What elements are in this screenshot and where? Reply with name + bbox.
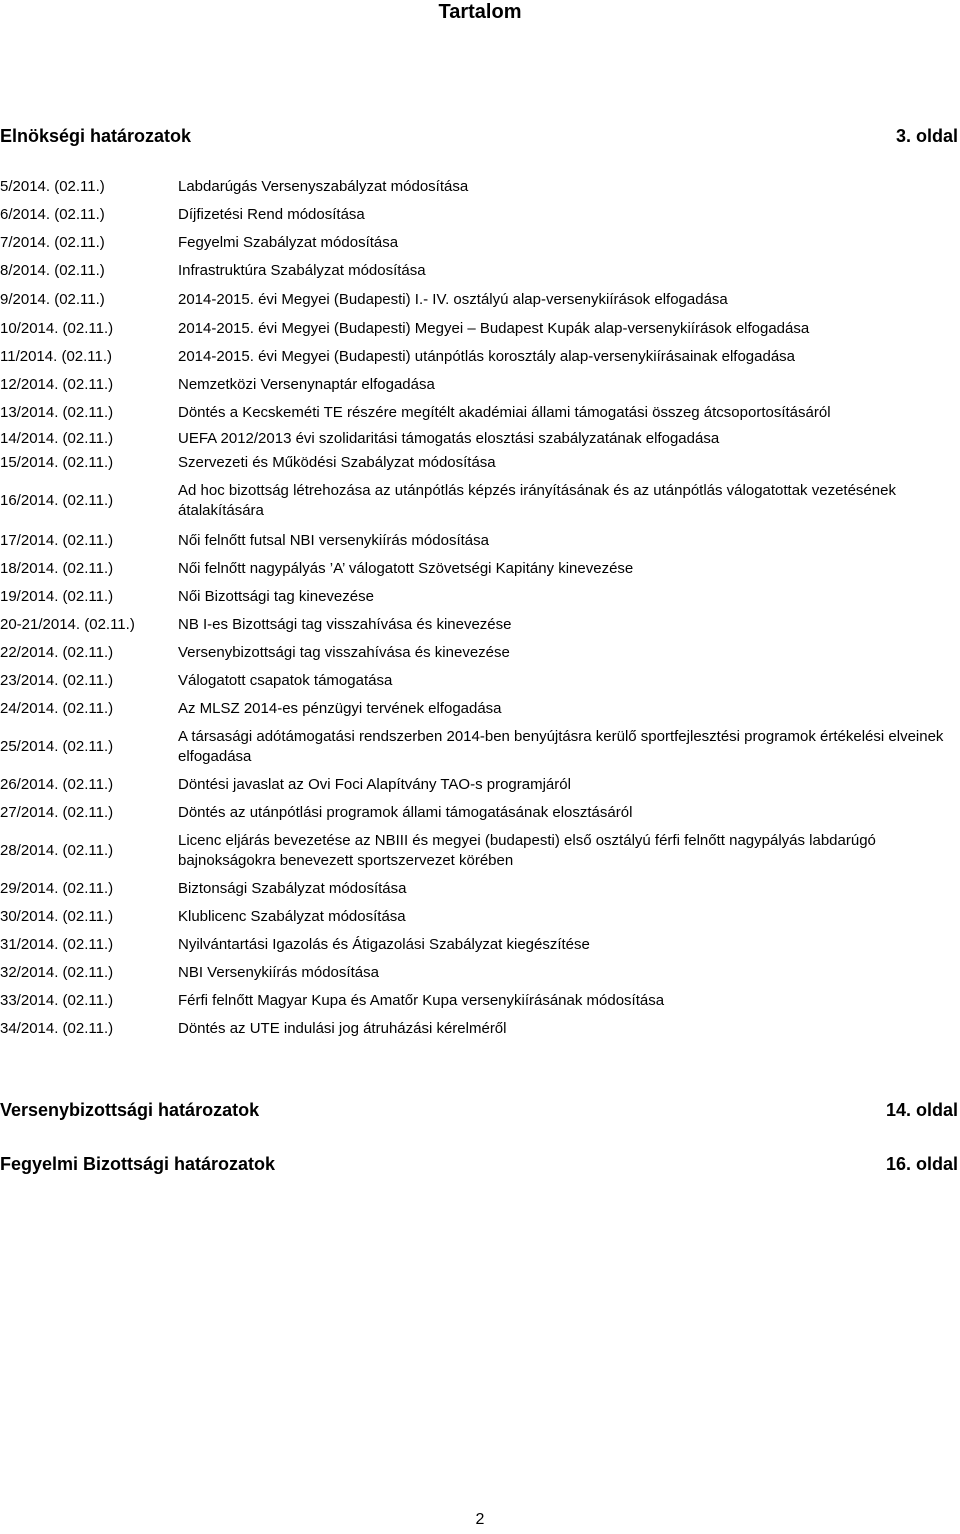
resolution-number: 34/2014. (02.11.)	[0, 1020, 114, 1037]
list-item	[0, 555, 958, 583]
resolution-title: Licenc eljárás bevezetése az NBIII és megyei (budapesti) első osztályú férfi felnőtt nagypályás labdarúgó bajnokságokra benevezett sportszervezet körében	[178, 832, 876, 869]
resolution-title: 2014-2015. évi Megyei (Budapesti) utánpótlás korosztály alap-versenykiírásainak elfogadása	[178, 348, 796, 365]
resolution-title: Fegyelmi Szabályzat módosítása	[178, 234, 399, 251]
resolution-number: 22/2014. (02.11.)	[0, 644, 114, 661]
resolution-title: Nyilvántartási Igazolás és Átigazolási Szabályzat kiegészítése	[178, 936, 590, 953]
list-item	[0, 427, 958, 451]
resolution-number: 5/2014. (02.11.)	[0, 177, 105, 195]
resolution-number: 30/2014. (02.11.)	[0, 908, 114, 925]
resolution-number: 15/2014. (02.11.)	[0, 454, 114, 471]
list-item	[0, 771, 958, 799]
list-item	[0, 667, 958, 695]
resolution-number: 33/2014. (02.11.)	[0, 992, 114, 1009]
resolution-title: Szervezeti és Működési Szabályzat módosítása	[178, 454, 496, 471]
list-item	[0, 583, 958, 611]
resolution-title: NB I-es Bizottsági tag visszahívása és kinevezése	[178, 616, 512, 633]
list-item	[0, 257, 958, 285]
resolution-number: 19/2014. (02.11.)	[0, 588, 114, 605]
resolution-number: 25/2014. (02.11.)	[0, 738, 114, 755]
list-item	[0, 827, 958, 875]
resolution-title: Versenybizottsági tag visszahívása és kinevezése	[178, 644, 510, 661]
list-item	[0, 931, 958, 959]
resolution-number: 12/2014. (02.11.)	[0, 376, 114, 393]
section-page-ref: 14. oldal	[885, 1100, 958, 1120]
resolution-number: 20-21/2014. (02.11.)	[0, 616, 135, 633]
resolution-title: Biztonsági Szabályzat módosítása	[178, 880, 407, 897]
section-heading-elnoksegi	[0, 125, 958, 147]
resolution-number: 26/2014. (02.11.)	[0, 776, 114, 793]
resolution-number: 17/2014. (02.11.)	[0, 532, 114, 549]
resolution-number: 23/2014. (02.11.)	[0, 672, 114, 689]
list-item	[0, 315, 958, 343]
resolution-title: 2014-2015. évi Megyei (Budapesti) Megyei – Budapest Kupák alap-versenykiírások elfogadása	[178, 320, 810, 337]
list-item	[0, 527, 958, 555]
resolution-title: NBI Versenykiírás módosítása	[178, 964, 379, 981]
resolution-number: 10/2014. (02.11.)	[0, 320, 114, 337]
section-page-ref: 16. oldal	[885, 1154, 958, 1174]
list-item	[0, 285, 958, 315]
resolution-title: Női Bizottsági tag kinevezése	[178, 588, 374, 605]
section-title: Elnökségi határozatok	[0, 126, 192, 146]
resolution-title: 2014-2015. évi Megyei (Budapesti) I.- IV. osztályú alap-versenykiírások elfogadása	[178, 291, 728, 308]
list-item	[0, 875, 958, 903]
list-item	[0, 475, 958, 527]
resolution-title: Női felnőtt futsal NBI versenykiírás módosítása	[178, 532, 489, 549]
resolution-number: 24/2014. (02.11.)	[0, 700, 114, 717]
list-item	[0, 172, 958, 201]
resolution-title: Döntés a Kecskeméti TE részére megítélt akadémiai állami támogatási összeg átcsoportosításáról	[178, 404, 831, 421]
resolution-number: 16/2014. (02.11.)	[0, 492, 114, 509]
resolution-number: 13/2014. (02.11.)	[0, 404, 114, 421]
resolution-number: 18/2014. (02.11.)	[0, 560, 114, 577]
resolution-number: 8/2014. (02.11.)	[0, 262, 105, 279]
resolution-title: Döntés az utánpótlási programok állami támogatásának elosztásáról	[178, 804, 633, 821]
resolution-list	[0, 172, 958, 1043]
resolution-title: Ad hoc bizottság létrehozása az utánpótlás képzés irányításának és az utánpótlás válogatottak vezetésének átalakítására	[178, 482, 896, 519]
list-item	[0, 371, 958, 399]
resolution-title: Döntés az UTE indulási jog átruházási kérelméről	[178, 1020, 507, 1037]
list-item	[0, 959, 958, 987]
list-item	[0, 723, 958, 771]
list-item	[0, 903, 958, 931]
resolution-number: 28/2014. (02.11.)	[0, 842, 114, 859]
list-item	[0, 201, 958, 229]
resolution-number: 11/2014. (02.11.)	[0, 348, 113, 365]
resolution-title: Díjfizetési Rend módosítása	[178, 206, 365, 223]
resolution-title: Labdarúgás Versenyszabályzat módosítása	[178, 177, 469, 195]
resolution-number: 6/2014. (02.11.)	[0, 206, 105, 223]
resolution-title: Infrastruktúra Szabályzat módosítása	[178, 262, 426, 279]
section-heading-fegyelmi	[0, 1153, 958, 1175]
section-page-ref: 3. oldal	[895, 126, 958, 146]
list-item	[0, 343, 958, 371]
resolution-title: A társasági adótámogatási rendszerben 2014-ben benyújtásra kerülő sportfejlesztési programok értékelési elveinek elfogadása	[178, 728, 944, 765]
list-item	[0, 799, 958, 827]
resolution-number: 31/2014. (02.11.)	[0, 936, 114, 953]
resolution-number: 29/2014. (02.11.)	[0, 880, 114, 897]
resolution-title: Klublicenc Szabályzat módosítása	[178, 908, 406, 925]
list-item	[0, 451, 958, 475]
list-item	[0, 987, 958, 1015]
resolution-title: Döntési javaslat az Ovi Foci Alapítvány TAO-s programjáról	[178, 776, 571, 793]
resolution-title: Nemzetközi Versenynaptár elfogadása	[178, 376, 435, 393]
section-title: Versenybizottsági határozatok	[0, 1100, 260, 1120]
list-item	[0, 1015, 958, 1043]
page-title: Tartalom	[438, 1, 522, 23]
page-number: 2	[475, 1511, 485, 1528]
resolution-title: Az MLSZ 2014-es pénzügyi tervének elfogadása	[178, 700, 502, 717]
list-item	[0, 695, 958, 723]
resolution-number: 32/2014. (02.11.)	[0, 964, 114, 981]
resolution-title: Válogatott csapatok támogatása	[178, 672, 393, 689]
resolution-title: UEFA 2012/2013 évi szolidaritási támogatás elosztási szabályzatának elfogadása	[178, 430, 720, 447]
resolution-number: 7/2014. (02.11.)	[0, 234, 105, 251]
resolution-number: 9/2014. (02.11.)	[0, 291, 105, 308]
section-heading-versenybizottsagi	[0, 1099, 958, 1121]
list-item	[0, 399, 958, 427]
list-item	[0, 639, 958, 667]
list-item	[0, 611, 958, 639]
section-title: Fegyelmi Bizottsági határozatok	[0, 1154, 276, 1174]
resolution-title: Női felnőtt nagypályás ’A’ válogatott Szövetségi Kapitány kinevezése	[178, 560, 634, 577]
resolution-number: 14/2014. (02.11.)	[0, 430, 114, 447]
list-item	[0, 229, 958, 257]
resolution-title: Férfi felnőtt Magyar Kupa és Amatőr Kupa versenykiírásának módosítása	[178, 992, 665, 1009]
resolution-number: 27/2014. (02.11.)	[0, 804, 114, 821]
